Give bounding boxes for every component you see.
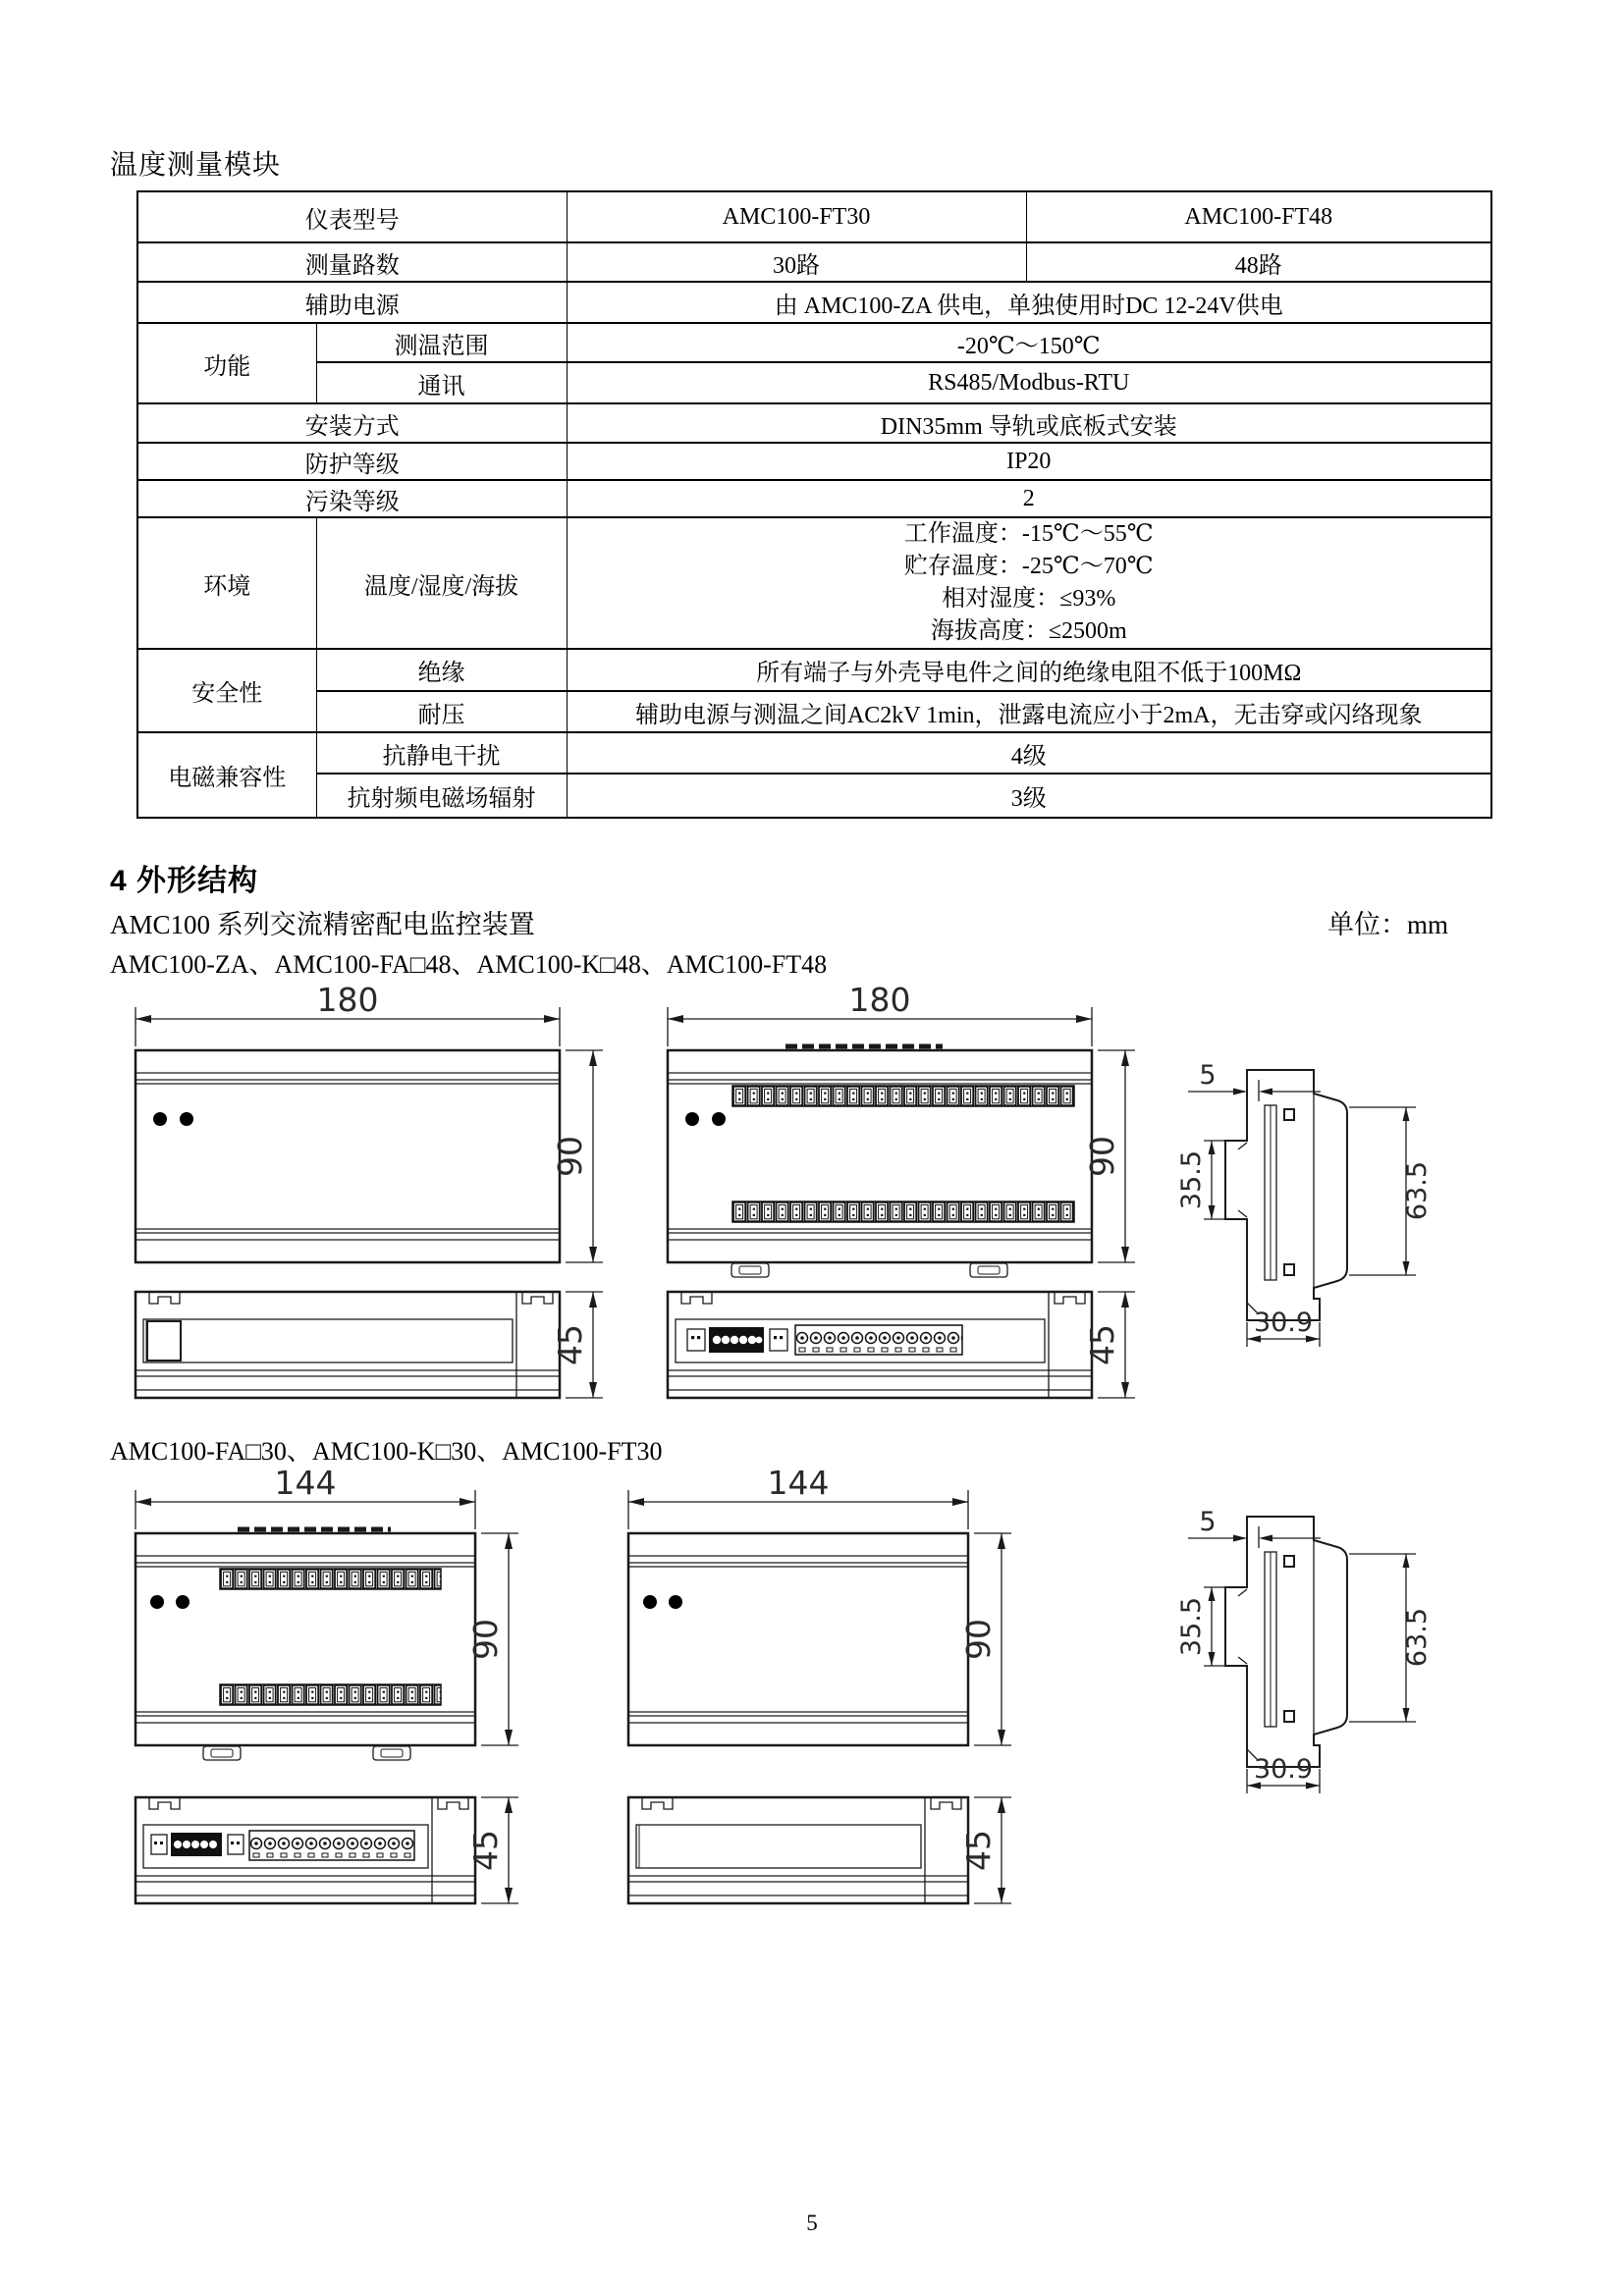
dim-width-label: 180 bbox=[848, 981, 911, 1019]
cell-comm-value: RS485/Modbus-RTU bbox=[567, 362, 1491, 403]
front-view-plain-144 bbox=[609, 1465, 1041, 1769]
corner-tab bbox=[149, 1797, 180, 1809]
cell-insulation-label: 绝缘 bbox=[316, 649, 567, 691]
cell-temprange-label: 测温范围 bbox=[316, 323, 567, 362]
front-view-terminals-144 bbox=[116, 1465, 548, 1769]
dim-base-label: 30.9 bbox=[1253, 1308, 1314, 1338]
corner-tab bbox=[438, 1797, 468, 1809]
table-row bbox=[137, 282, 1491, 323]
dim-base-label: 30.9 bbox=[1253, 1754, 1314, 1785]
led-indicator bbox=[150, 1595, 164, 1609]
env-line-storage: 贮存温度：-25℃～70℃ bbox=[903, 554, 1154, 579]
env-line-altitude: 海拔高度：≤2500m bbox=[930, 618, 1127, 644]
cell-protection-label: 防护等级 bbox=[137, 443, 567, 480]
page-title: 温度测量模块 bbox=[110, 150, 282, 181]
env-line-working: 工作温度：-15℃～55℃ bbox=[903, 521, 1154, 547]
table-row bbox=[137, 323, 1491, 362]
cell-model-ft30: AMC100-FT30 bbox=[567, 191, 1026, 242]
bottom-view-plain-144 bbox=[609, 1782, 1041, 1929]
dim-height-label: 90 bbox=[551, 1136, 589, 1177]
dim-lip-label: 5 bbox=[1199, 1060, 1217, 1091]
table-row bbox=[137, 480, 1491, 517]
bottom-view-terminals-144 bbox=[116, 1782, 548, 1929]
corner-tab bbox=[1055, 1292, 1085, 1304]
table-row bbox=[137, 774, 1491, 818]
terminal-connector-strip bbox=[249, 1831, 414, 1860]
cell-esd-value: 4级 bbox=[567, 732, 1491, 774]
io-connector-block bbox=[709, 1327, 764, 1353]
table-row bbox=[137, 362, 1491, 403]
cell-pollution-value: 2 bbox=[567, 480, 1491, 517]
led-indicator bbox=[176, 1595, 189, 1609]
env-line-humidity: 相对湿度：≤93% bbox=[942, 586, 1116, 612]
cell-rf-value: 3级 bbox=[567, 774, 1491, 818]
mount-tab bbox=[731, 1263, 1007, 1277]
led-indicator bbox=[669, 1595, 682, 1609]
led-indicator bbox=[685, 1112, 699, 1126]
led-indicator bbox=[643, 1595, 657, 1609]
front-view-terminals-180 bbox=[648, 982, 1159, 1286]
cell-mounting-value: DIN35mm 导轨或底板式安装 bbox=[567, 403, 1491, 443]
spec-table bbox=[136, 190, 1492, 819]
led-indicator bbox=[180, 1112, 193, 1126]
series-title: AMC100 系列交流精密配电监控装置 bbox=[110, 910, 535, 939]
din-clip-detail bbox=[1284, 1556, 1294, 1567]
cell-rf-label: 抗射频电磁场辐射 bbox=[316, 774, 567, 818]
cell-aux-value: 由 AMC100-ZA 供电，单独使用时DC 12-24V供电 bbox=[567, 282, 1491, 323]
side-view-profile-group2 bbox=[1178, 1477, 1473, 1811]
page-number: 5 bbox=[806, 2211, 818, 2235]
dim-height-label: 90 bbox=[466, 1619, 505, 1660]
cell-channels-ft30: 30路 bbox=[567, 242, 1026, 282]
bottom-view-plain-180 bbox=[116, 1276, 626, 1423]
dim-clip-label: 35.5 bbox=[1176, 1149, 1207, 1210]
dim-body-label: 63.5 bbox=[1402, 1607, 1433, 1668]
power-connector bbox=[151, 1835, 167, 1854]
cell-insulation-value: 所有端子与外壳导电件之间的绝缘电阻不低于100MΩ bbox=[567, 649, 1491, 691]
table-row bbox=[137, 517, 1491, 649]
cell-esd-label: 抗静电干扰 bbox=[316, 732, 567, 774]
table-row bbox=[137, 242, 1491, 282]
terminal-connector-strip bbox=[795, 1325, 962, 1355]
cell-env-value bbox=[567, 517, 1491, 649]
models-group2-label: AMC100-FA□30、AMC100-K□30、AMC100-FT30 bbox=[110, 1437, 663, 1466]
io-connector-block bbox=[171, 1833, 222, 1856]
terminal-strip-bottom bbox=[220, 1684, 441, 1705]
table-row bbox=[137, 443, 1491, 480]
cell-withstand-label: 耐压 bbox=[316, 691, 567, 732]
table-row bbox=[137, 732, 1491, 774]
cell-pollution-label: 污染等级 bbox=[137, 480, 567, 517]
cell-protection-value: IP20 bbox=[567, 443, 1491, 480]
mount-tab bbox=[203, 1746, 410, 1760]
cell-comm-label: 通讯 bbox=[316, 362, 567, 403]
dim-height-label: 90 bbox=[959, 1619, 998, 1660]
corner-tab bbox=[642, 1797, 673, 1809]
cell-withstand-value: 辅助电源与测温之间AC2kV 1min，泄露电流应小于2mA，无击穿或闪络现象 bbox=[567, 691, 1491, 732]
front-view-plain-180 bbox=[116, 982, 626, 1286]
corner-tab bbox=[522, 1292, 553, 1304]
power-connector bbox=[687, 1329, 705, 1351]
dim-width-label: 180 bbox=[316, 981, 379, 1019]
terminal-strip-top bbox=[732, 1086, 1074, 1106]
section-heading: 4 外形结构 bbox=[110, 865, 259, 897]
dim-lip-label: 5 bbox=[1199, 1507, 1217, 1537]
cell-channels-ft48: 48路 bbox=[1026, 242, 1491, 282]
terminal-strip-top bbox=[220, 1569, 441, 1589]
side-view-profile-group1 bbox=[1178, 1031, 1473, 1364]
led-indicator bbox=[712, 1112, 726, 1126]
corner-tab bbox=[931, 1797, 961, 1809]
dim-depth-label: 45 bbox=[466, 1830, 505, 1871]
table-row bbox=[137, 649, 1491, 691]
dim-width-label: 144 bbox=[274, 1464, 337, 1502]
bottom-view-terminals-180 bbox=[648, 1276, 1159, 1423]
din-clip-detail bbox=[1284, 1264, 1294, 1275]
cell-function-group: 功能 bbox=[137, 323, 316, 403]
corner-tab bbox=[149, 1292, 180, 1304]
unit-label: 单位：mm bbox=[1327, 910, 1449, 939]
cell-channels-label: 测量路数 bbox=[137, 242, 567, 282]
cell-temprange-value: -20℃～150℃ bbox=[567, 323, 1491, 362]
dim-width-label: 144 bbox=[767, 1464, 830, 1502]
cell-model-ft48: AMC100-FT48 bbox=[1026, 191, 1491, 242]
din-clip-detail bbox=[1284, 1711, 1294, 1722]
dim-depth-label: 45 bbox=[1083, 1324, 1121, 1365]
dim-height-label: 90 bbox=[1083, 1136, 1121, 1177]
cell-safety-group: 安全性 bbox=[137, 649, 316, 732]
table-row bbox=[137, 191, 1491, 242]
dim-clip-label: 35.5 bbox=[1176, 1596, 1207, 1657]
dim-body-label: 63.5 bbox=[1402, 1160, 1433, 1221]
table-row bbox=[137, 691, 1491, 732]
cell-env-sublabel: 温度/湿度/海拔 bbox=[316, 517, 567, 649]
dim-depth-label: 45 bbox=[551, 1324, 589, 1365]
aux-connector bbox=[770, 1329, 787, 1351]
cell-aux-label: 辅助电源 bbox=[137, 282, 567, 323]
cell-model-label: 仪表型号 bbox=[137, 191, 567, 242]
cell-emc-group: 电磁兼容性 bbox=[137, 732, 316, 818]
models-group1-label: AMC100-ZA、AMC100-FA□48、AMC100-K□48、AMC100-FT48 bbox=[110, 950, 828, 979]
cell-mounting-label: 安装方式 bbox=[137, 403, 567, 443]
corner-tab bbox=[681, 1292, 712, 1304]
cell-env-group: 环境 bbox=[137, 517, 316, 649]
aux-connector bbox=[228, 1835, 244, 1854]
terminal-strip-bottom bbox=[732, 1201, 1074, 1222]
table-row bbox=[137, 403, 1491, 443]
dim-depth-label: 45 bbox=[959, 1830, 998, 1871]
led-indicator bbox=[153, 1112, 167, 1126]
din-clip-detail bbox=[1284, 1109, 1294, 1120]
connector-housing bbox=[147, 1321, 181, 1361]
